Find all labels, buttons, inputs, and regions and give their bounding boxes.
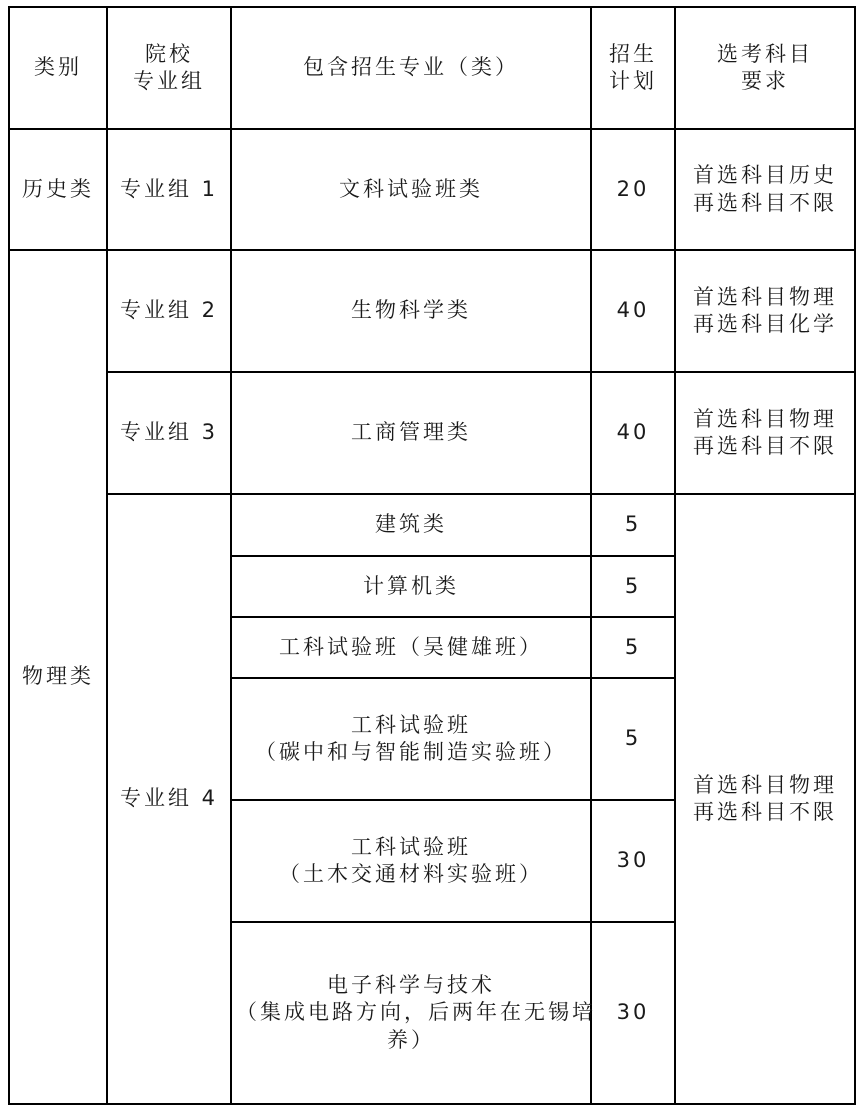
major-cell: 计算机类: [231, 556, 591, 617]
group-1: 专业组 1: [107, 129, 231, 250]
table-row: [9, 372, 855, 494]
group-3: 专业组 3: [107, 372, 231, 494]
plan-cell: 30: [591, 922, 675, 1104]
subject-requirement: 首选科目物理 再选科目不限: [675, 372, 855, 494]
header-group: 院校 专业组: [107, 7, 231, 129]
header-plan: 招生 计划: [591, 7, 675, 129]
category-physics: 物理类: [9, 250, 107, 1104]
plan-cell: 5: [591, 617, 675, 678]
major-cell: 电子科学与技术 （集成电路方向，后两年在无锡培 养）: [231, 922, 591, 1104]
header-category: 类别: [9, 7, 107, 129]
major-cell: 工科试验班 （土木交通材料实验班）: [231, 800, 591, 922]
group-4: 专业组 4: [107, 494, 231, 1104]
subject-requirement: 首选科目物理 再选科目不限: [675, 494, 855, 1104]
major-cell: 工科试验班（吴健雄班）: [231, 617, 591, 678]
major-cell: 生物科学类: [231, 250, 591, 372]
header-subjects: 选考科目 要求: [675, 7, 855, 129]
plan-cell: 40: [591, 372, 675, 494]
header-majors: 包含招生专业（类）: [231, 7, 591, 129]
plan-cell: 5: [591, 556, 675, 617]
group-2: 专业组 2: [107, 250, 231, 372]
major-cell: 工科试验班 （碳中和与智能制造实验班）: [231, 678, 591, 800]
category-history: 历史类: [9, 129, 107, 250]
plan-cell: 5: [591, 678, 675, 800]
table-row: [9, 129, 855, 250]
plan-cell: 20: [591, 129, 675, 250]
plan-cell: 5: [591, 494, 675, 556]
plan-cell: 30: [591, 800, 675, 922]
major-cell: 工商管理类: [231, 372, 591, 494]
header-row: [9, 7, 855, 129]
major-cell: 建筑类: [231, 494, 591, 556]
table-row: [9, 494, 855, 556]
major-cell: 文科试验班类: [231, 129, 591, 250]
table-row: [9, 250, 855, 372]
subject-requirement: 首选科目物理 再选科目化学: [675, 250, 855, 372]
subject-requirement: 首选科目历史 再选科目不限: [675, 129, 855, 250]
enrollment-plan-table: [8, 6, 856, 1105]
plan-cell: 40: [591, 250, 675, 372]
